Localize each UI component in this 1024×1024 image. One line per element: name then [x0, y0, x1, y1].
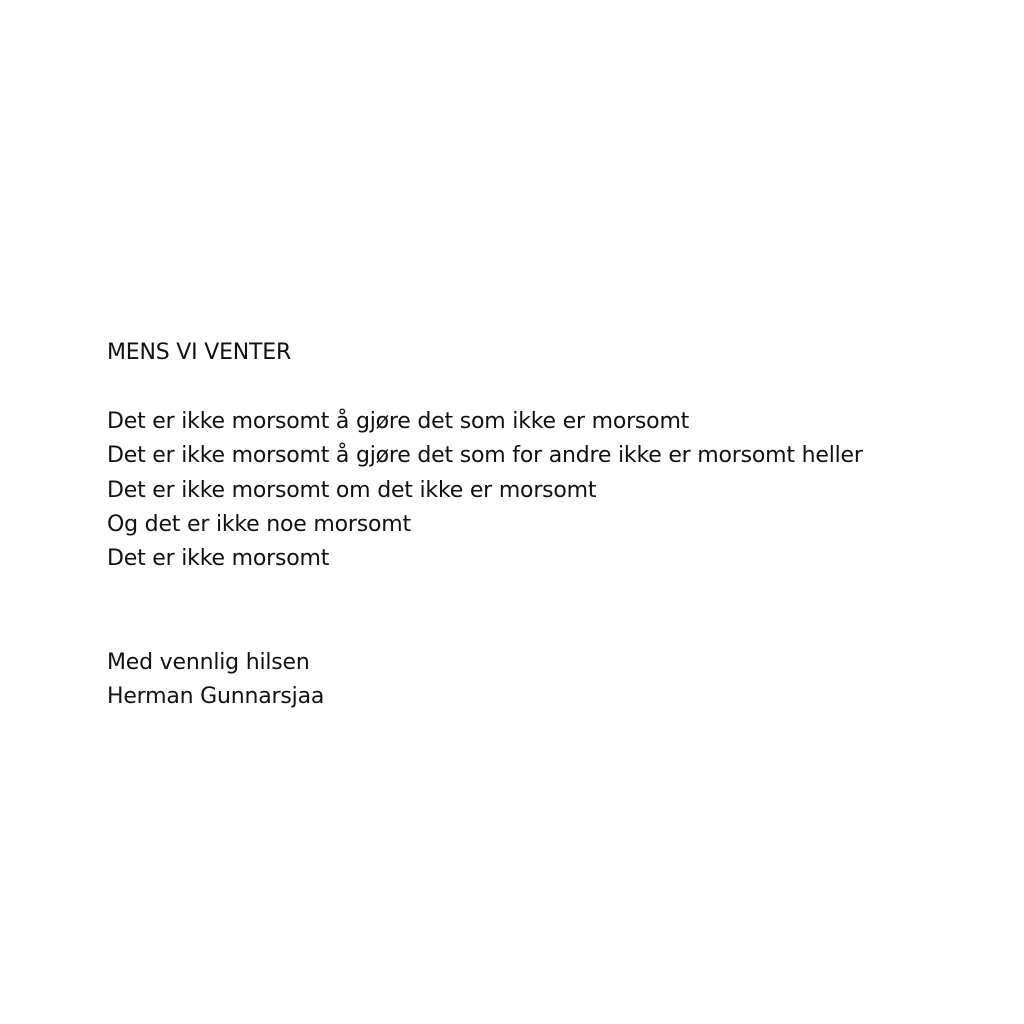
closing-text: Med vennlig hilsen	[107, 649, 310, 675]
signature-block	[107, 646, 987, 715]
poem-line-1: Det er ikke morsomt å gjøre det som ikke er morsomt	[107, 408, 690, 434]
poem-body	[107, 405, 987, 577]
poem-line-2: Det er ikke morsomt å gjøre det som for andre ikke er morsomt heller	[107, 443, 863, 469]
author-name: Herman Gunnarsjaa	[107, 684, 325, 710]
poem-line-4: Og det er ikke noe morsomt	[107, 512, 411, 538]
poem-line-3: Det er ikke morsomt om det ikke er morsomt	[107, 477, 597, 503]
poem-title: MENS VI VENTER	[107, 340, 292, 365]
poem-line-5: Det er ikke morsomt	[107, 546, 330, 572]
poem-document	[107, 336, 987, 715]
